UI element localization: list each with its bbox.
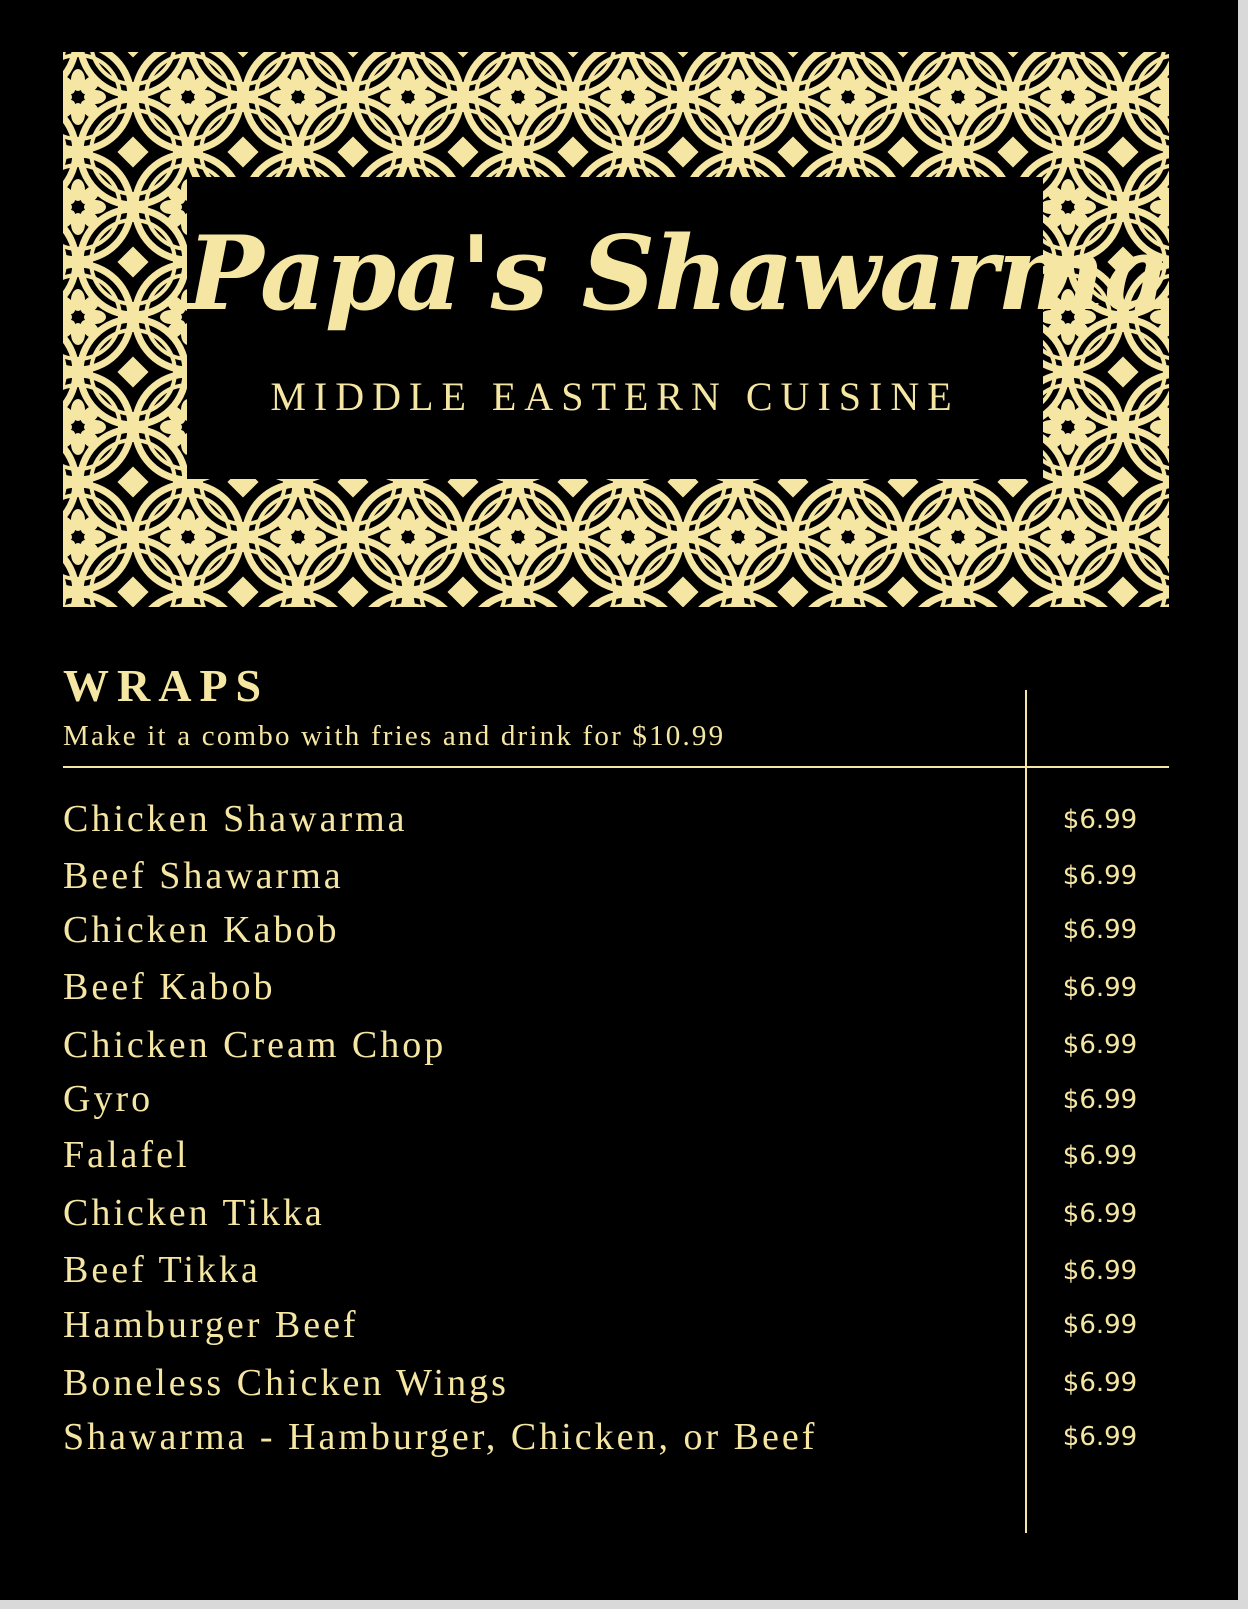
menu-item-name: Beef Kabob [63, 966, 276, 1008]
menu-item-name: Chicken Shawarma [63, 798, 408, 840]
page-edge [0, 1600, 1248, 1609]
menu-item-price: $6.99 [1062, 1310, 1138, 1340]
menu-item-price: $6.99 [1062, 805, 1138, 835]
menu-item-name: Falafel [63, 1134, 190, 1176]
menu-item-price: $6.99 [1062, 1368, 1138, 1398]
menu-item-name: Beef Tikka [63, 1249, 261, 1291]
brand-name: Papa's Shawarma [187, 214, 1169, 334]
menu-item-name: Beef Shawarma [63, 855, 344, 897]
menu-item-price: $6.99 [1062, 1141, 1138, 1171]
menu-item-name: Hamburger Beef [63, 1304, 359, 1346]
menu-item-name: Gyro [63, 1078, 154, 1120]
menu-item-name: Chicken Kabob [63, 909, 340, 951]
menu-item-price: $6.99 [1062, 1030, 1138, 1060]
title-panel [187, 177, 1169, 479]
menu-item-name: Chicken Tikka [63, 1192, 325, 1234]
header-banner [63, 52, 1169, 607]
menu-item-name: Chicken Cream Chop [63, 1024, 447, 1066]
page-edge [1238, 0, 1248, 1609]
menu-item-price: $6.99 [1062, 1422, 1138, 1452]
menu-item-price: $6.99 [1062, 1256, 1138, 1286]
section-title: WRAPS [63, 660, 270, 711]
section-subtitle: Make it a combo with fries and drink for $10.99 [63, 720, 726, 752]
vertical-divider [1025, 690, 1027, 1533]
menu-item-price: $6.99 [1062, 1085, 1138, 1115]
menu-item-price: $6.99 [1062, 1199, 1138, 1229]
menu-item-price: $6.99 [1062, 861, 1138, 891]
brand-tagline: MIDDLE EASTERN CUISINE [270, 374, 960, 419]
menu-item-name: Shawarma - Hamburger, Chicken, or Beef [63, 1416, 818, 1458]
horizontal-divider [63, 766, 1169, 768]
menu-item-price: $6.99 [1062, 915, 1138, 945]
menu-item-price: $6.99 [1062, 973, 1138, 1003]
menu-item-name: Boneless Chicken Wings [63, 1362, 509, 1404]
